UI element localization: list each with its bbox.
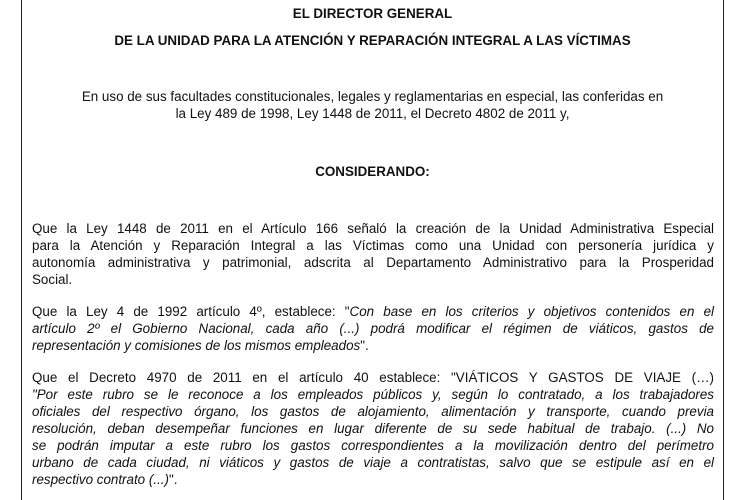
heading-director: EL DIRECTOR GENERAL (292, 6, 453, 21)
considerando-title: CONSIDERANDO: (315, 164, 430, 179)
para3-line-2: "Por este rubro se le reconoce a los empleados públicos y, según lo contratado, a los trabajadores (32, 387, 714, 402)
para3-line-1: Que el Decreto 4970 de 2011 en el artículo 40 establece: "VIÁTICOS Y GASTOS DE VIAJE (…) (32, 370, 714, 385)
para3-line-7 (32, 471, 714, 488)
para1-line-3: autonomía administrativa y patrimonial, adscrita al Departamento Administrativo para la Prosperidad (32, 255, 714, 270)
para3-line-6: urbano de cada ciudad, ni viáticos y gastos de viaje a contratistas, salvo que se estipule así en el (32, 455, 714, 470)
para3-italic-7: respectivo contrato (...) (32, 472, 169, 487)
para3-plain-7: ". (168, 472, 178, 487)
para3-line-3: oficiales del respectivo órgano, los gastos de alojamiento, alimentación y transporte, cuando previa (32, 404, 714, 419)
intro-line-1: En uso de sus facultades constitucionales, legales y reglamentarias en especial, las conferidas en (81, 89, 664, 104)
heading-unit: DE LA UNIDAD PARA LA ATENCIÓN Y REPARACIÓN INTEGRAL A LAS VÍCTIMAS (114, 33, 631, 48)
para2-plain-3: ". (360, 338, 369, 353)
para1-line-2: para la Atención y Reparación Integral a las Víctimas como una Unidad con personería jurídica y (32, 238, 714, 253)
para2-line-3 (32, 337, 714, 354)
para3-line-5: se podrán imputar a este rubro los gastos correspondientes a la movilización dentro del perímetro (32, 438, 714, 453)
para1-line-1: Que la Ley 1448 de 2011 en el Artículo 166 señaló la creación de la Unidad Administrativa Especial (32, 221, 714, 236)
para1-line-4: Social. (32, 272, 73, 287)
para3-line-4: resolución, deban desempeñar funciones en lugar diferente de su sede habitual de trabajo. (...) No (32, 421, 714, 436)
para2-plain-1: Que la Ley 4 de 1992 artículo 4º, establece: " (32, 304, 350, 319)
para2-italic-3: representación y comisiones de los mismos empleados (32, 338, 361, 353)
para2-line-2: artículo 2º el Gobierno Nacional, cada año (...) podrá modificar el régimen de viáticos, gastos de (32, 321, 714, 336)
intro-line-2: la Ley 489 de 1998, Ley 1448 de 2011, el Decreto 4802 de 2011 y, (175, 106, 570, 121)
document-page (21, 0, 724, 500)
para2-line-1 (32, 303, 714, 320)
para2-italic-1: Con base en los criterios y objetivos contenidos en el (349, 304, 714, 319)
